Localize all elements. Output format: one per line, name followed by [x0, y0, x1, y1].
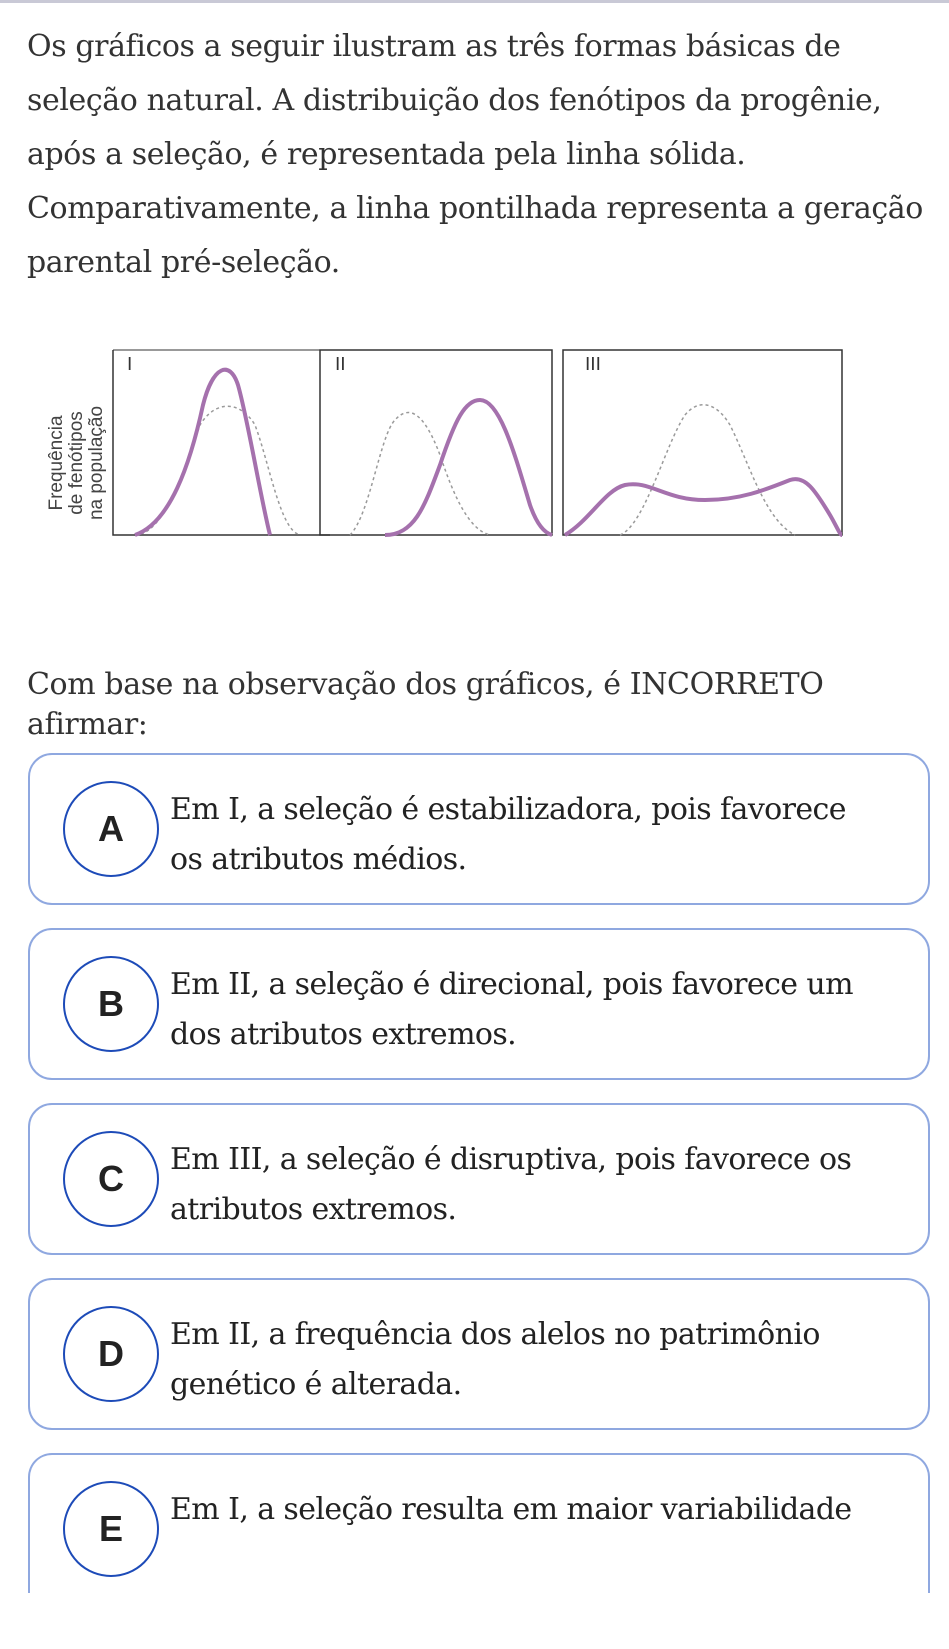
panel-label-3: III [585, 354, 601, 375]
option-d-text: Em II, a frequência dos alelos no patrimônio genético é alterada. [170, 1317, 820, 1402]
viewport-bottom-edge [0, 1630, 949, 1649]
y-axis-label-line-3: na população [86, 405, 107, 521]
selection-graphs-svg [25, 345, 905, 575]
panel-3-frame [563, 350, 842, 535]
option-b-letter: B [63, 956, 159, 1052]
option-c-text: Em III, a seleção é disruptiva, pois favorece os atributos extremos. [170, 1142, 852, 1227]
panel-2-dotted-curve [350, 413, 490, 535]
option-a[interactable] [28, 753, 930, 905]
panel-3-dotted-curve [620, 405, 795, 535]
option-e-letter: E [63, 1481, 159, 1577]
option-a-letter: A [63, 781, 159, 877]
top-divider [0, 0, 949, 3]
option-b-text: Em II, a seleção é direcional, pois favorece um dos atributos extremos. [170, 967, 853, 1052]
option-d[interactable] [28, 1278, 930, 1430]
panel-label-1: I [127, 354, 133, 375]
panel-1-axes [113, 350, 330, 535]
option-c-letter: C [63, 1131, 159, 1227]
option-b[interactable] [28, 928, 930, 1080]
panel-1-solid-curve [135, 370, 270, 535]
option-e[interactable] [28, 1453, 930, 1593]
panel-3-solid-curve [565, 479, 842, 535]
panel-label-2: II [335, 354, 346, 375]
option-e-text: Em I, a seleção resulta em maior variabilidade [170, 1492, 852, 1527]
y-axis-label-line-1: Frequência [46, 415, 67, 511]
question-prompt: Com base na observação dos gráficos, é INCORRETO afirmar: [27, 667, 824, 742]
option-a-text: Em I, a seleção é estabilizadora, pois favorece os atributos médios. [170, 792, 846, 877]
option-d-letter: D [63, 1306, 159, 1402]
panel-2-frame [320, 350, 552, 535]
y-axis-label-line-2: de fenótipos [66, 411, 87, 515]
panel-2-solid-curve [385, 400, 552, 535]
question-statement: Os gráficos a seguir ilustram as três formas básicas de seleção natural. A distribuição dos fenótipos da progênie, após a seleção, é representada pela linha sólida. Comparativamente, a linha pontilhada representa a geração parental pré-seleção. [27, 29, 923, 280]
selection-graphs-figure [25, 345, 905, 575]
option-c[interactable] [28, 1103, 930, 1255]
